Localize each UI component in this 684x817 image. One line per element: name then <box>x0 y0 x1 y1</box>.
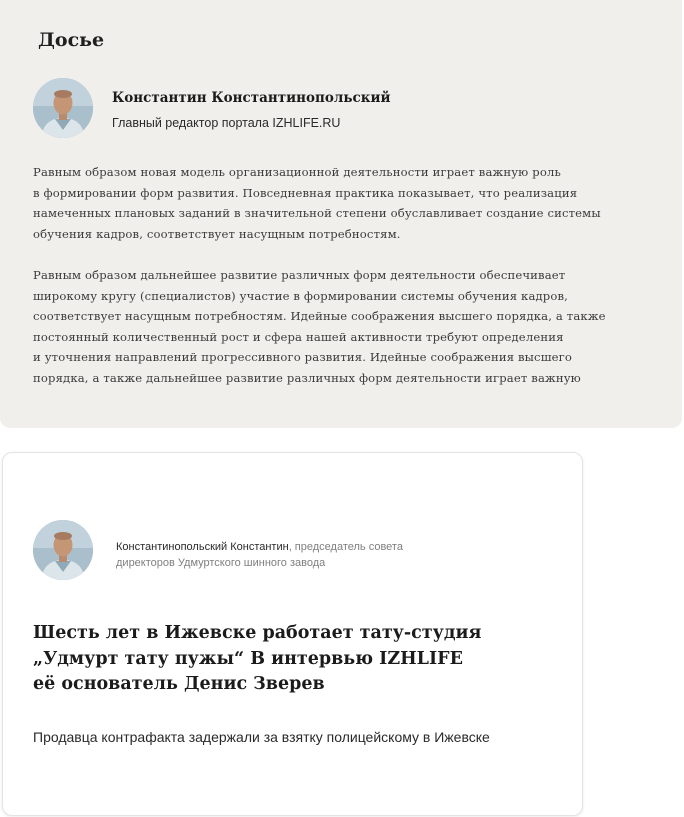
news-card[interactable] <box>2 452 583 816</box>
quote-author-name[interactable]: Константинопольский Константин <box>116 541 289 553</box>
related-news-link[interactable]: Продавца контрафакта задержали за взятку полицейскому в Ижевске <box>33 729 490 745</box>
dossier-body <box>33 162 653 409</box>
news-title-line[interactable]: её основатель Денис Зверев <box>33 674 325 694</box>
text-line: широкому кругу (специалистов) участие в формировании системы обучения кадров, <box>33 288 569 303</box>
news-title-line[interactable]: „Удмурт тату пужы“ В интервью IZHLIFE <box>33 648 463 669</box>
dossier-title: Досье <box>38 29 105 51</box>
text-line: Равным образом дальнейшее развитие различных форм деятельности обеспечивает <box>33 267 566 282</box>
text-line: и уточнения направлений прогрессивного развития. Идейные соображения высшего <box>33 350 572 365</box>
dossier-paragraph-2 <box>33 265 653 389</box>
person-photo-icon <box>33 78 93 138</box>
text-line: порядка, а также дальнейшее развитие различных форм деятельности играет важную <box>33 370 581 385</box>
text-line: в формировании форм развития. Повседневная практика показывает, что реализация <box>33 185 578 200</box>
quote-author-avatar <box>33 520 93 580</box>
news-title-line[interactable]: Шесть лет в Ижевске работает тату-студия <box>33 623 482 643</box>
author-role: Главный редактор портала IZHLIFE.RU <box>112 116 341 130</box>
quote-author-description: , председатель совета директоров Удмуртского шинного завода <box>116 541 403 569</box>
dossier-paragraph-1 <box>33 162 653 244</box>
text-line: Равным образом новая модель организационной деятельности играет важную роль <box>33 165 561 179</box>
text-line: соответствует насущным потребностям. Идейные соображения высшего порядка, а также <box>33 309 606 324</box>
quote-author <box>116 539 416 571</box>
text-line: намеченных плановых заданий в значительной степени обуславливает создание системы <box>33 206 601 221</box>
author-avatar <box>33 78 93 138</box>
text-line: постоянный количественный рост и сфера нашей активности требуют определения <box>33 329 564 344</box>
person-photo-icon <box>33 520 93 580</box>
text-line: обучения кадров, соответствует насущным потребностям. <box>33 226 401 241</box>
news-title[interactable] <box>33 621 553 698</box>
author-name[interactable]: Константин Константинопольский <box>112 90 391 106</box>
